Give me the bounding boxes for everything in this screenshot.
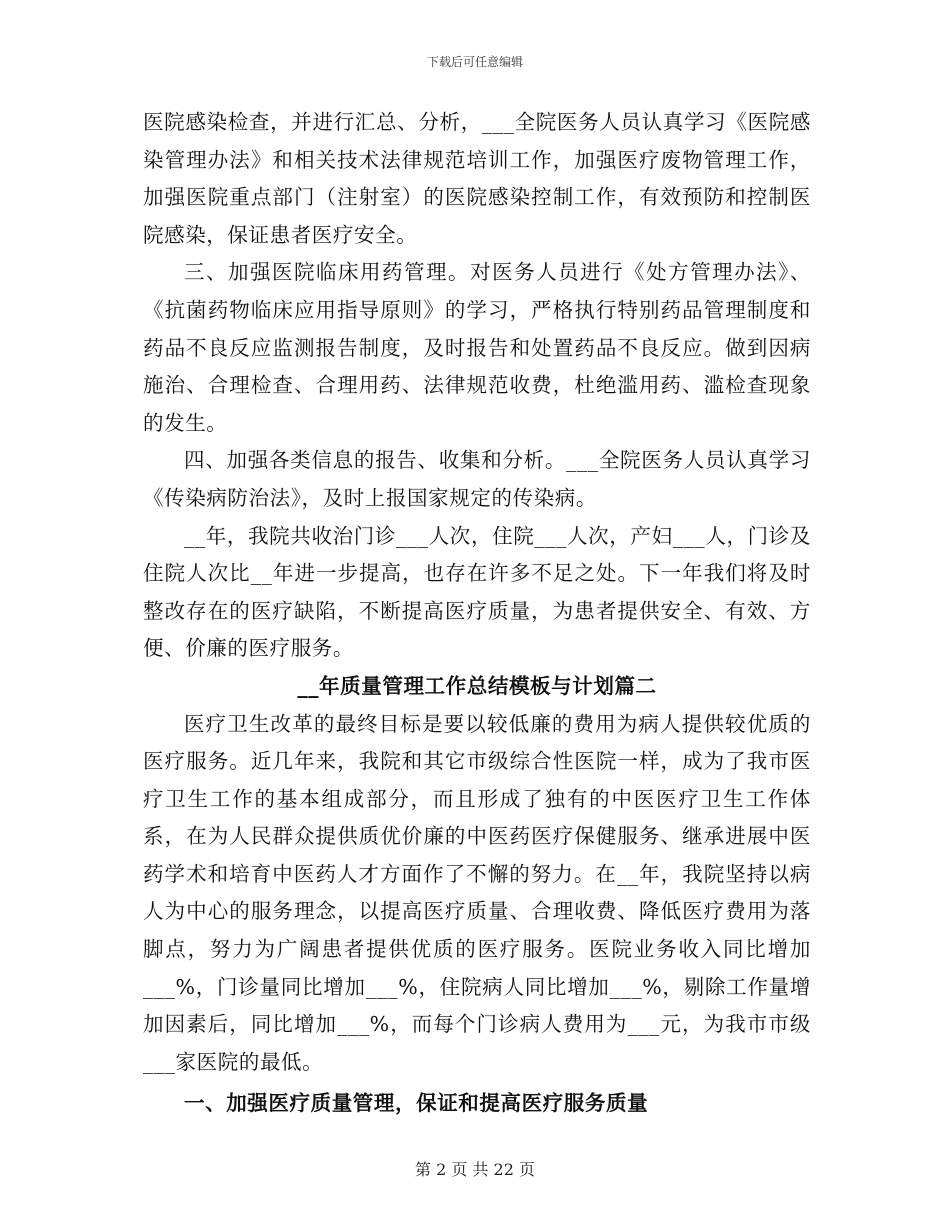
section-title: __年质量管理工作总结模板与计划篇二 [297,673,657,698]
page-number: 第 2 页 共 22 页 [415,1160,535,1179]
paragraph-infection-control: 医院感染检查，并进行汇总、分析，___全院医务人员认真学习《医院感染管理办法》和相关技术法律规范培训工作，加强医疗废物管理工作，加强医院重点部门（注射室）的医院感染控制工作，有效预防和控制医院感染，保证患者医疗安全。 [143,110,811,247]
paragraph-clinical-medication: 三、加强医院临床用药管理。对医务人员进行《处方管理办法》、《抗菌药物临床应用指导原则》的学习，严格执行特别药品管理制度和药品不良反应监测报告制度，及时报告和处置药品不良反应。做到因病施治、合理检查、合理用药、法律规范收费，杜绝滥用药、滥检查现象的发生。 [143,260,811,435]
paragraph-annual-summary: __年，我院共收治门诊___人次，住院___人次，产妇___人，门诊及住院人次比__年进一步提高，也存在许多不足之处。下一年我们将及时整改存在的医疗缺陷，不断提高医疗质量，为患者提供安全、有效、方便、价廉的医疗服务。 [143,523,811,661]
page-header-note: 下载后可任意编辑 [426,55,523,69]
paragraph-reform-goal: 医疗卫生改革的最终目标是要以较低廉的费用为病人提供较优质的医疗服务。近几年来，我院和其它市级综合性医院一样，成为了我市医疗卫生工作的基本组成部分，而且形成了独有的中医医疗卫生工作体系，在为人民群众提供质优价廉的中医药医疗保健服务、继承进展中医药学术和培育中医药人才方面作了不懈的努力。在__年，我院坚持以病人为中心的服务理念，以提高医疗质量、合理收费、降低医疗费用为落脚点，努力为广阔患者提供优质的医疗服务。医院业务收入同比增加___%，门诊量同比增加___%，住院病人同比增加___%，剔除工作量增加因素后，同比增加___%，而每个门诊病人费用为___元，为我市市级___家医院的最低。 [143,711,811,1074]
paragraph-information-reporting: 四、加强各类信息的报告、收集和分析。___全院医务人员认真学习《传染病防治法》，及时上报国家规定的传染病。 [143,448,811,510]
section-heading: 一、加强医疗质量管理，保证和提高医疗服务质量 [184,1091,649,1116]
document-body [143,104,811,1123]
